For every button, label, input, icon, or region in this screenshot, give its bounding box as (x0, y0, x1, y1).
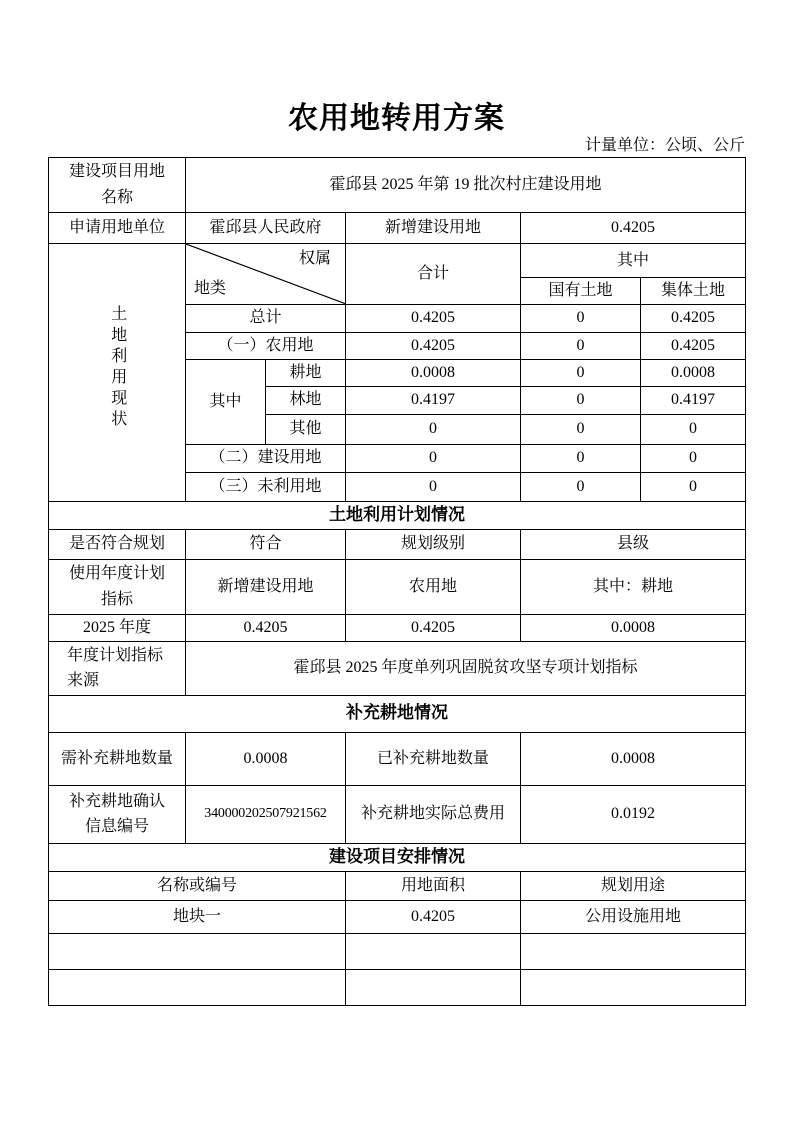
actual-cost-label: 补充耕地实际总费用 (346, 785, 521, 843)
conform-label: 是否符合规划 (49, 529, 186, 559)
project-name-value: 霍邱县 2025 年第 19 批次村庄建设用地 (186, 158, 746, 213)
collective-value: 0.4197 (641, 386, 746, 414)
project-use-cell: 公用设施用地 (521, 900, 746, 933)
total-value: 0 (346, 414, 521, 444)
diagonal-header-cell (186, 244, 346, 305)
diagonal-ownership-label: 权属 (298, 250, 331, 267)
total-value: 0 (346, 444, 521, 472)
project-name-cell (49, 969, 346, 1005)
state-owned-value: 0 (521, 472, 641, 501)
project-name-cell: 地块一 (49, 900, 346, 933)
project-row (49, 900, 746, 933)
collective-value: 0 (641, 444, 746, 472)
table-row (49, 158, 746, 213)
total-column-header: 合计 (346, 244, 521, 305)
plan-level-value: 县级 (521, 529, 746, 559)
collective-value: 0 (641, 472, 746, 501)
new-construction-value: 0.4205 (521, 213, 746, 244)
table-row (49, 614, 746, 641)
table-row (49, 244, 746, 278)
among-column-header: 其中 (521, 244, 746, 278)
row-label: 林地 (266, 386, 346, 414)
annual-indicator-col2: 农用地 (346, 559, 521, 614)
row-label: （二）建设用地 (186, 444, 346, 472)
page-title: 农用地转用方案 (288, 101, 505, 136)
conform-value: 符合 (186, 529, 346, 559)
needed-supplement-label: 需补充耕地数量 (49, 732, 186, 785)
row-label: 总计 (186, 304, 346, 332)
year-col1-value: 0.4205 (186, 614, 346, 641)
diagonal-landtype-label: 地类 (194, 280, 227, 297)
row-label: （三）未利用地 (186, 472, 346, 501)
state-owned-value: 0 (521, 444, 641, 472)
collective-value: 0.4205 (641, 332, 746, 359)
land-use-status-label (49, 244, 186, 502)
done-supplement-value: 0.0008 (521, 732, 746, 785)
state-owned-column-header: 国有土地 (521, 278, 641, 305)
project-area-cell: 0.4205 (346, 900, 521, 933)
row-label: （一）农用地 (186, 332, 346, 359)
unit-note: 计量单位：公顷、公斤 (584, 137, 745, 154)
project-row (49, 969, 746, 1005)
plan-level-label: 规划级别 (346, 529, 521, 559)
collective-value: 0.4205 (641, 304, 746, 332)
needed-supplement-value: 0.0008 (186, 732, 346, 785)
total-value: 0 (346, 472, 521, 501)
total-value: 0.0008 (346, 359, 521, 386)
project-name-cell (49, 933, 346, 969)
state-owned-value: 0 (521, 332, 641, 359)
applicant-value: 霍邱县人民政府 (186, 213, 346, 244)
total-value: 0.4205 (346, 304, 521, 332)
actual-cost-value: 0.0192 (521, 785, 746, 843)
among-group-label: 其中 (186, 359, 266, 444)
plan-section-header: 土地利用计划情况 (49, 501, 746, 529)
project-name-label: 建设项目用地名称 (49, 158, 186, 213)
project-area-column-header: 用地面积 (346, 871, 521, 900)
table-row (49, 695, 746, 732)
state-owned-value: 0 (521, 386, 641, 414)
annual-indicator-col1: 新增建设用地 (186, 559, 346, 614)
applicant-label: 申请用地单位 (49, 213, 186, 244)
total-value: 0.4205 (346, 332, 521, 359)
state-owned-value: 0 (521, 414, 641, 444)
land-use-status-vertical-text: 土地利用现状 (108, 305, 126, 431)
state-owned-value: 0 (521, 359, 641, 386)
project-area-cell (346, 969, 521, 1005)
indicator-source-label: 年度计划指标来源 (49, 641, 186, 695)
row-label: 耕地 (266, 359, 346, 386)
table-row (49, 843, 746, 871)
project-use-cell (521, 969, 746, 1005)
annual-indicator-label: 使用年度计划指标 (49, 559, 186, 614)
annual-indicator-col3: 其中：耕地 (521, 559, 746, 614)
collective-column-header: 集体土地 (641, 278, 746, 305)
indicator-source-value: 霍邱县 2025 年度单列巩固脱贫攻坚专项计划指标 (186, 641, 746, 695)
table-row (49, 785, 746, 843)
confirm-number-label: 补充耕地确认信息编号 (49, 785, 186, 843)
table-row (49, 501, 746, 529)
done-supplement-label: 已补充耕地数量 (346, 732, 521, 785)
table-row (49, 871, 746, 900)
row-label: 其他 (266, 414, 346, 444)
state-owned-value: 0 (521, 304, 641, 332)
diagonal-header-inner (186, 244, 345, 304)
project-use-column-header: 规划用途 (521, 871, 746, 900)
project-name-column-header: 名称或编号 (49, 871, 346, 900)
table-row (49, 732, 746, 785)
land-conversion-table (48, 157, 746, 1006)
table-row (49, 213, 746, 244)
supplement-section-header: 补充耕地情况 (49, 695, 746, 732)
year-label: 2025 年度 (49, 614, 186, 641)
new-construction-label: 新增建设用地 (346, 213, 521, 244)
table-row (49, 529, 746, 559)
total-value: 0.4197 (346, 386, 521, 414)
table-row (49, 559, 746, 614)
project-area-cell (346, 933, 521, 969)
project-use-cell (521, 933, 746, 969)
confirm-number-value: 340000202507921562 (186, 785, 346, 843)
project-row (49, 933, 746, 969)
projects-section-header: 建设项目安排情况 (49, 843, 746, 871)
collective-value: 0 (641, 414, 746, 444)
year-col3-value: 0.0008 (521, 614, 746, 641)
collective-value: 0.0008 (641, 359, 746, 386)
table-row (49, 641, 746, 695)
year-col2-value: 0.4205 (346, 614, 521, 641)
